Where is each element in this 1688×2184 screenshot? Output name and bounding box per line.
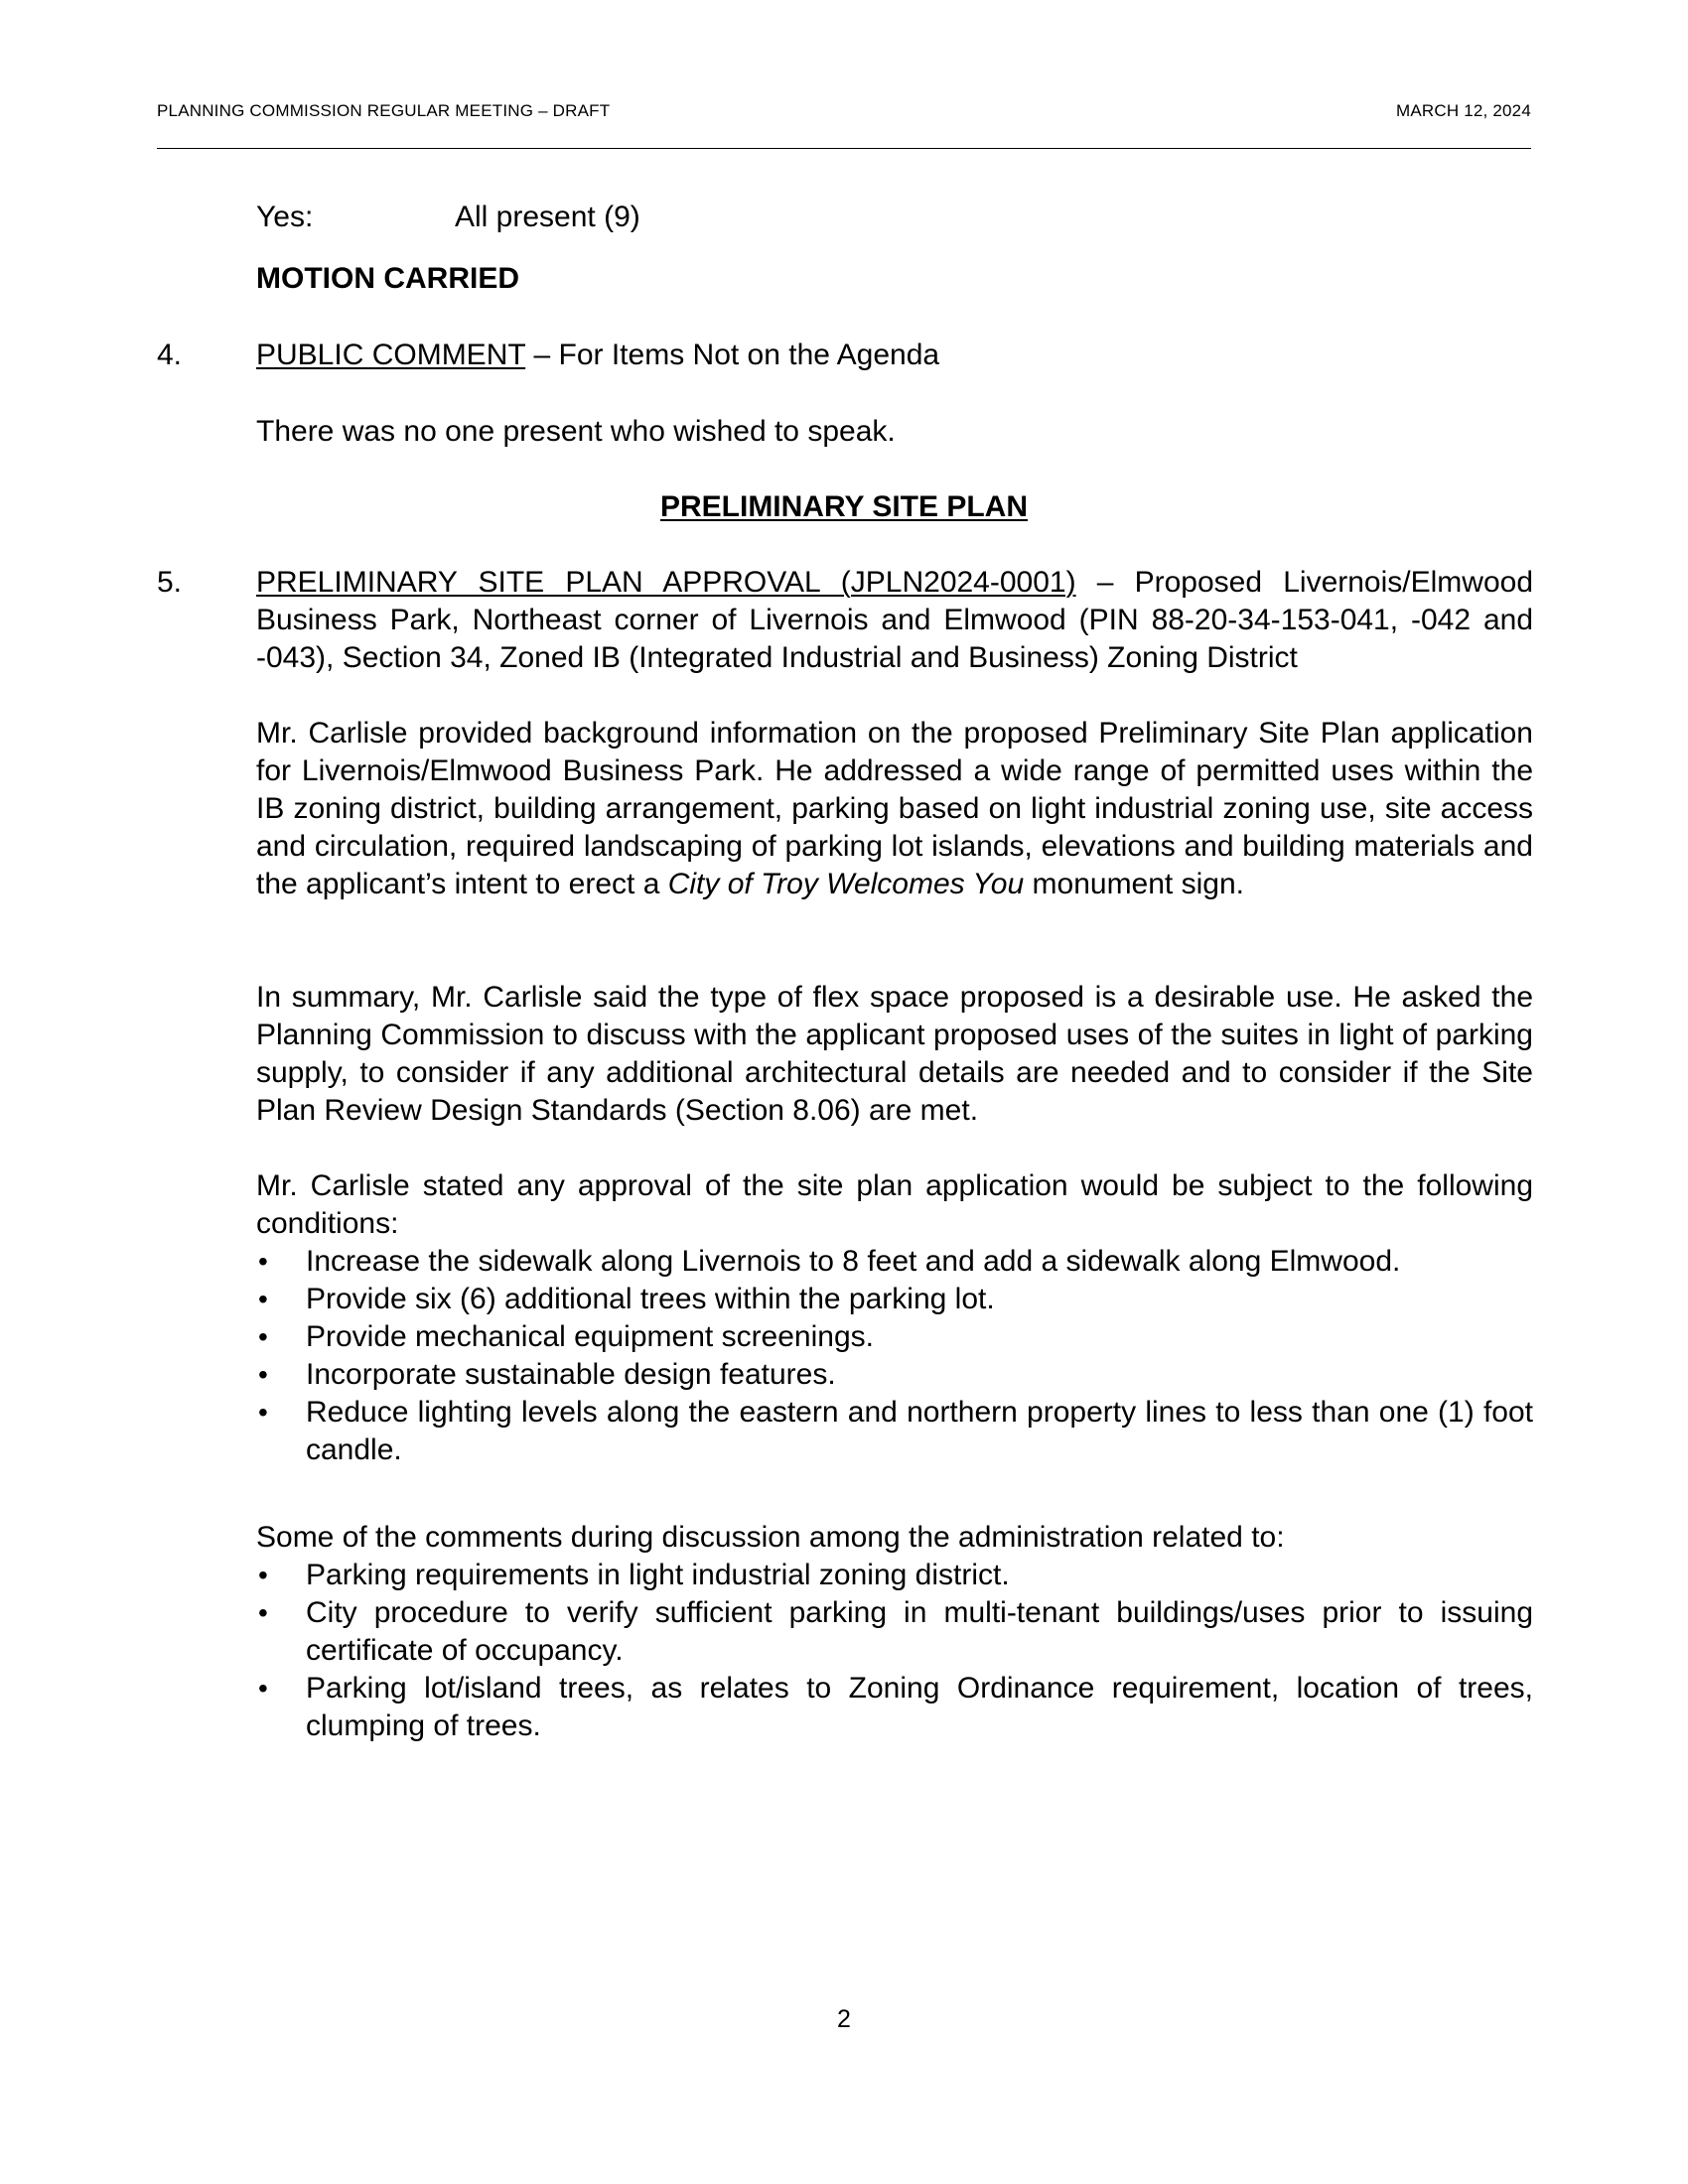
header-divider [157, 148, 1531, 149]
item-4-subtitle: – For Items Not on the Agenda [525, 339, 940, 371]
item-5-title: PRELIMINARY SITE PLAN APPROVAL (JPLN2024-0001) [256, 566, 1076, 599]
condition-item [256, 1394, 1533, 1469]
section-heading-text: PRELIMINARY SITE PLAN [659, 490, 1029, 523]
conditions-list [256, 1243, 1533, 1469]
condition-item [256, 1318, 1533, 1356]
comment-item [256, 1670, 1533, 1745]
item-5-number: 5. [157, 566, 183, 599]
condition-item-text: Provide mechanical equipment screenings. [306, 1320, 874, 1353]
comments-list [256, 1557, 1533, 1745]
header-title: PLANNING COMMISSION REGULAR MEETING – DRAFT [157, 101, 611, 120]
item-4-title: PUBLIC COMMENT [256, 339, 526, 371]
paragraph-conditions-intro: Mr. Carlisle stated any approval of the site plan application would be subject to the following conditions: [256, 1169, 1533, 1240]
comment-item [256, 1594, 1533, 1670]
item-4-body: There was no one present who wished to speak. [256, 415, 896, 448]
motion-result: MOTION CARRIED [256, 262, 519, 295]
vote-label: Yes: [256, 201, 314, 233]
page-header [157, 101, 1531, 121]
condition-item-text: Provide six (6) additional trees within the parking lot. [306, 1283, 995, 1315]
item-5-description: – Proposed Livernois/Elmwood Business Park, Northeast corner of Livernois and Elmwood (PIN 88-20-34-153-041, -042 and -043), Section 34, Zoned IB (Integrated Industrial and Business) Zoning District [256, 566, 1534, 674]
comment-item-text: Parking lot/island trees, as relates to Zoning Ordinance requirement, location of trees, clumping of trees. [306, 1672, 1533, 1742]
paragraph-summary: In summary, Mr. Carlisle said the type of flex space proposed is a desirable use. He asked the Planning Commission to discuss with the applicant proposed uses of the suites in light of parking supply, to consider if any additional architectural details are needed and to consider if the Site Plan Review Design Standards (Section 8.06) are met. [256, 981, 1533, 1127]
paragraph-background-text: Mr. Carlisle provided background information on the proposed Preliminary Site Plan application for Livernois/Elmwood Business Park. He addressed a wide range of permitted uses within the IB zoning district, building arrangement, parking based on light industrial zoning use, site access and circulation, required landscaping of parking lot islands, elevations and building materials and the applicant’s intent to erect a [256, 717, 1533, 900]
bullet-icon: • [258, 1359, 268, 1390]
bullet-icon: • [258, 1321, 268, 1352]
condition-item [256, 1281, 1533, 1318]
condition-item-text: Incorporate sustainable design features. [306, 1358, 836, 1391]
vote-value: All present (9) [455, 201, 640, 233]
condition-item [256, 1243, 1533, 1281]
bullet-icon: • [258, 1560, 268, 1590]
header-date: MARCH 12, 2024 [1395, 101, 1531, 120]
bullet-icon: • [258, 1397, 268, 1428]
comment-item [256, 1557, 1533, 1594]
comment-item-text: Parking requirements in light industrial zoning district. [306, 1559, 1010, 1591]
bullet-icon: • [258, 1284, 268, 1314]
paragraph-background-end: monument sign. [1024, 868, 1244, 900]
bullet-icon: • [258, 1246, 268, 1277]
bullet-icon: • [258, 1597, 268, 1628]
condition-item-text: Reduce lighting levels along the eastern and northern property lines to less than one (1) foot candle. [306, 1396, 1533, 1466]
monument-sign-name: City of Troy Welcomes You [667, 868, 1025, 900]
item-4-number: 4. [157, 339, 183, 371]
page-number: 2 [837, 2005, 851, 2033]
paragraph-background [256, 715, 1533, 903]
item-5-heading [256, 564, 1533, 677]
condition-item [256, 1356, 1533, 1394]
section-heading [0, 488, 1688, 526]
bullet-icon: • [258, 1673, 268, 1704]
condition-item-text: Increase the sidewalk along Livernois to 8 feet and add a sidewalk along Elmwood. [306, 1245, 1401, 1278]
paragraph-comments-intro: Some of the comments during discussion among the administration related to: [256, 1521, 1285, 1554]
comments-section [256, 1519, 1533, 1745]
conditions-section [256, 1167, 1533, 1469]
item-4-heading [256, 337, 939, 374]
comment-item-text: City procedure to verify sufficient parking in multi-tenant buildings/uses prior to issuing certificate of occupancy. [306, 1596, 1533, 1667]
